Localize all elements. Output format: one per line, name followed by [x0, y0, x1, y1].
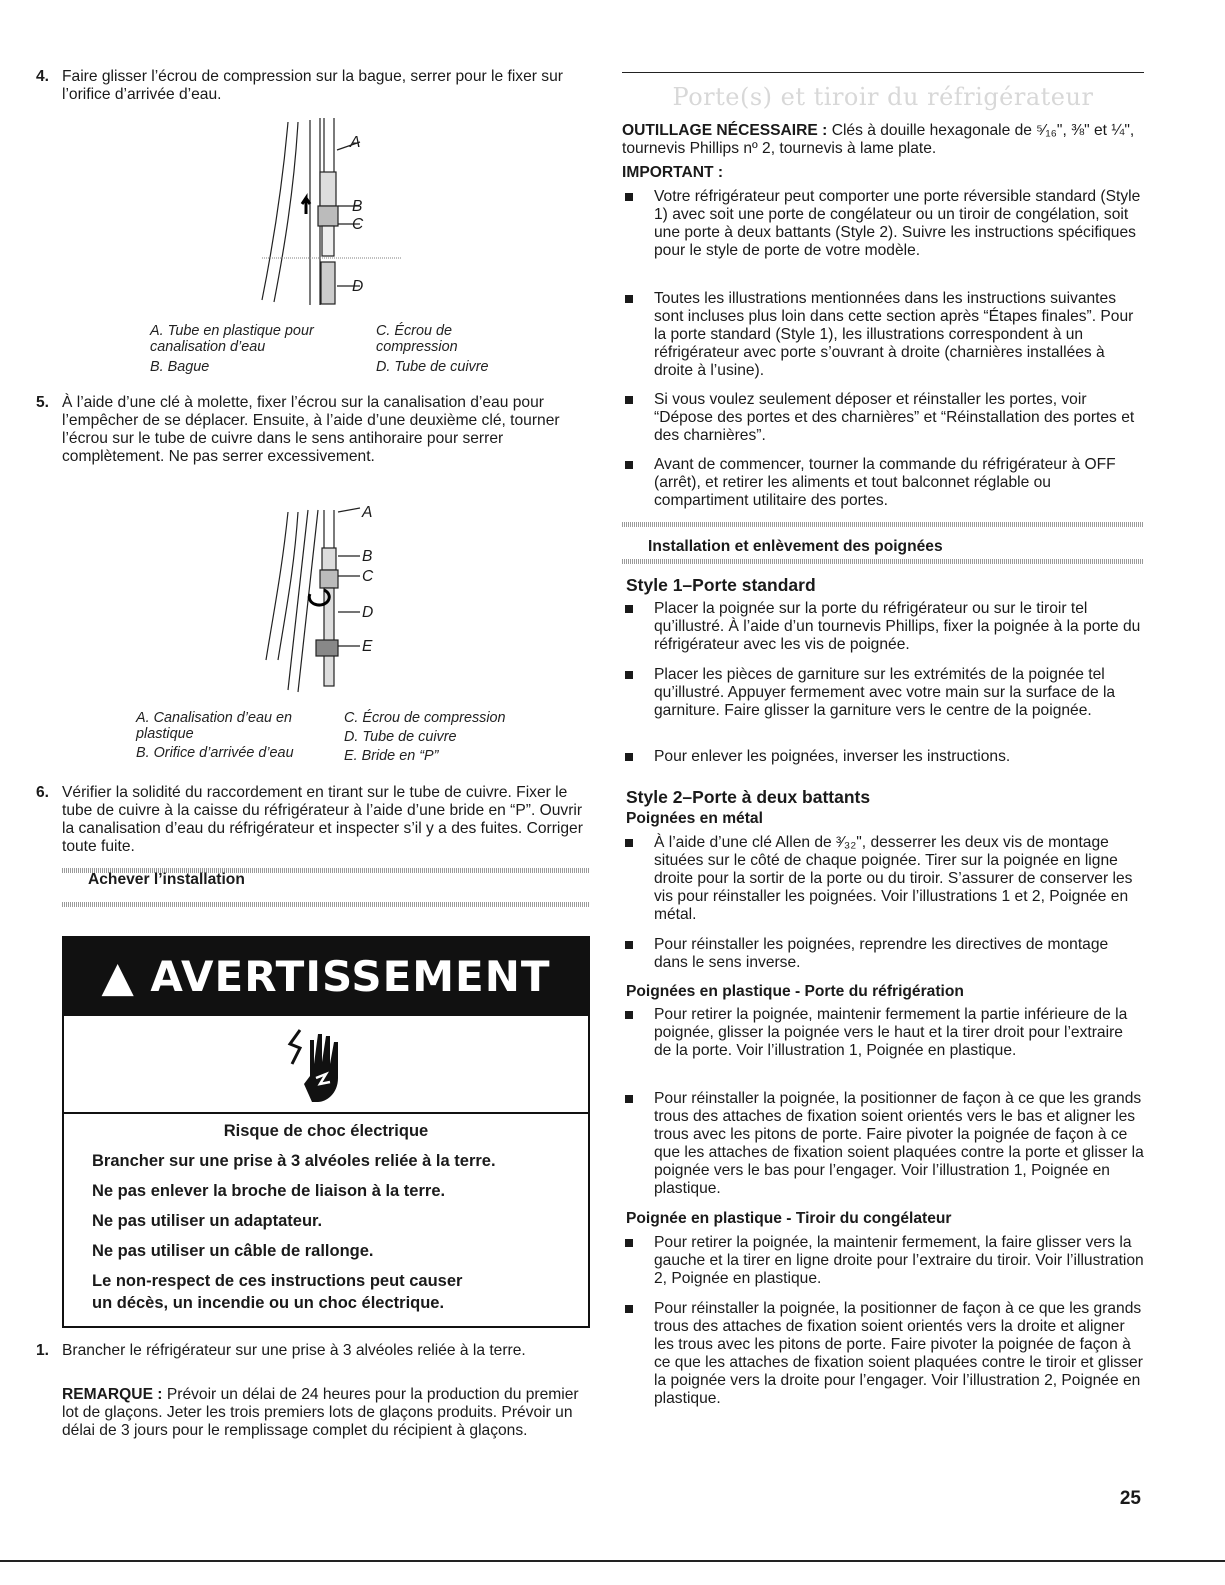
electric-shock-hand-icon — [64, 1018, 588, 1116]
plastique-tiroir-item: Pour réinstaller la poignée, la positionner de façon à ce que les grands trous des attaches de fixation soient orientés vers la droite et aligner les trous avec les pitons de porte. Faire pivoter la poignée de façon à ce que les attaches de fixation soient plaquées contre le tiroir et glisser la poignée vers la droite pour l’engager. Voir l’illustration 2, Poignée en plastique. — [654, 1300, 1143, 1407]
warning-triangle-icon: ▲ — [101, 952, 135, 1001]
warning-line-3: Ne pas utiliser un adaptateur. — [92, 1212, 323, 1230]
outillage-text: Clés à douille hexagonale de ⁵⁄₁₆", ⅜" et ¼", tournevis Phillips nº 2, tournevis à lame plate. — [622, 122, 1135, 157]
fig1-label-a: A — [350, 134, 361, 151]
fig2-label-a: A — [362, 504, 373, 521]
warning-header-text: ▲ AVERTISSEMENT — [101, 952, 551, 1001]
plastique-tiroir-heading: Poignée en plastique - Tiroir du congélateur — [626, 1210, 952, 1227]
step-6-text: Vérifier la solidité du raccordement en tirant sur le tube de cuivre. Fixer le tube de cuivre à la caisse du réfrigérateur à l’aide d’une bride en “P”. Ouvrir la canalisation d’eau du réfrigérateur et inspecter s’il y a des fuites. Corriger toute fuite. — [62, 784, 583, 855]
bottom-rule — [0, 1560, 1225, 1562]
metal-item: Pour réinstaller les poignées, reprendre les directives de montage dans le sens inverse. — [654, 936, 1144, 972]
warning-line-2: Ne pas enlever la broche de liaison à la terre. — [92, 1182, 446, 1200]
figure-2-p-clamp — [36, 0, 590, 700]
important-label: IMPORTANT : — [622, 164, 724, 181]
title-rule — [622, 72, 1144, 73]
step-5: 5. À l’aide d’une clé à molette, fixer l’écrou sur la canalisation d’eau pour l’empêcher de se déplacer. Ensuite, à l’aide d’une deuxième clé, tourner l’écrou sur le tube de cuivre dans le sens antihoraire pour serrer complètement. Ne pas serrer excessivement. — [36, 394, 560, 465]
section-divider — [62, 902, 590, 907]
style-2-heading: Style 2–Porte à deux battants — [626, 787, 871, 807]
figure-2-drawing — [36, 0, 590, 700]
fig1-legend-b: B. Bague — [150, 359, 210, 375]
outillage-label: OUTILLAGE NÉCESSAIRE : — [622, 122, 828, 139]
warning-risk: Risque de choc électrique — [223, 1122, 429, 1140]
important-item: Toutes les illustrations mentionnées dans les instructions suivantes sont incluses plus loin dans cette section après “Étapes finales”. Pour la porte standard (Style 1), les illustrations correspondent à un réfrigérateur avec porte s’ouvrant à droite (charnières installées à droite à l’usine). — [654, 290, 1144, 380]
plastique-porte-heading: Poignées en plastique - Porte du réfrigération — [626, 983, 964, 1000]
warning-divider — [64, 1112, 588, 1114]
important-item: Si vous voulez seulement déposer et réinstaller les portes, voir “Dépose des portes et des charnières” et “Réinstallation des portes et des charnières”. — [654, 391, 1144, 445]
fig2-legend-a: A. Canalisation d’eau en plastique — [136, 710, 293, 742]
warning-line-4: Ne pas utiliser un câble de rallonge. — [92, 1242, 374, 1260]
step-6: 6. Vérifier la solidité du raccordement en tirant sur le tube de cuivre. Fixer le tube de cuivre à la caisse du réfrigérateur à l’aide d’une bride en “P”. Ouvrir la canalisation d’eau du réfrigérateur et inspecter s’il y a des fuites. Corriger toute fuite. — [36, 784, 583, 855]
warning-box — [62, 936, 590, 1328]
plastique-tiroir-item: Pour retirer la poignée, la maintenir fermement, la faire glisser vers la gauche et la tirer en ligne droite pour l’extraire du tiroir. Voir l’illustration 2, Poignée en plastique. — [654, 1234, 1144, 1287]
page-number: 25 — [1119, 1488, 1141, 1509]
metal-heading: Poignées en métal — [626, 810, 763, 827]
page-title: Porte(s) et tiroir du réfrigérateur — [672, 83, 1094, 111]
outillage — [622, 122, 1144, 158]
important-item: Votre réfrigérateur peut comporter une porte réversible standard (Style 1) avec soit une porte de congélateur ou un tiroir de congélation, soit une porte à deux battants (Style 2). Suivre les instructions spécifiques pour le style de porte de votre modèle. — [654, 188, 1144, 260]
fig2-label-e: E — [362, 638, 373, 655]
section-divider — [622, 559, 1144, 564]
fig2-legend-c: C. Écrou de compression — [344, 710, 506, 726]
fig1-label-c: C — [352, 216, 364, 233]
metal-item: À l’aide d’une clé Allen de ³⁄₃₂", desserrer les deux vis de montage situées sur le côté de chaque poignée. Tirer sur la poignée en ligne droite pour la sortir de la porte ou du tiroir. S’assurer de conserver les vis pour réinstaller les poignées. Voir l’illustrations 1 et 2, Poignée en métal. — [654, 834, 1144, 924]
section-achever — [62, 862, 590, 908]
warning-line-1: Brancher sur une prise à 3 alvéoles reliée à la terre. — [92, 1152, 496, 1170]
fig2-legend-b: B. Orifice d’arrivée d’eau — [136, 745, 294, 761]
warning-header — [64, 938, 588, 1016]
remarque-label: REMARQUE : — [62, 1386, 163, 1403]
fig1-label-b: B — [352, 198, 363, 215]
step-5-text: À l’aide d’une clé à molette, fixer l’écrou sur la canalisation d’eau pour l’empêcher de se déplacer. Ensuite, à l’aide d’une deuxième clé, tourner l’écrou sur le tube de cuivre dans le sens antihoraire pour serrer complètement. Ne pas serrer excessivement. — [62, 394, 560, 465]
fig2-label-c: C — [362, 568, 374, 585]
style-1-item: Placer les pièces de garniture sur les extrémités de la poignée tel qu’illustré. Appuyer fermement avec votre main sur la surface de la garniture. Faire glisser la garniture vers le centre de la poignée. — [654, 666, 1144, 720]
section-divider — [622, 522, 1144, 527]
step-4-text: Faire glisser l’écrou de compression sur la bague, serrer pour le fixer sur l’orifice d’arrivée d’eau. — [62, 68, 563, 103]
remarque-text: Prévoir un délai de 24 heures pour la production du premier lot de glaçons. Jeter les trois premiers lots de glaçons produits. Prévoir un délai de 3 jours pour le remplissage complet du récipient à glaçons. — [62, 1386, 579, 1439]
fig2-label-d: D — [362, 604, 374, 621]
fig1-legend-a: A. Tube en plastique pour canalisation d’eau — [150, 323, 314, 355]
style-1-heading: Style 1–Porte standard — [626, 575, 816, 595]
step-1-text: Brancher le réfrigérateur sur une prise à 3 alvéoles reliée à la terre. — [62, 1342, 526, 1359]
warning-line-5a: Le non-respect de ces instructions peut causer — [92, 1272, 463, 1290]
fig2-legend-e: E. Bride en “P” — [344, 748, 439, 764]
plastique-porte-item: Pour retirer la poignée, maintenir fermement la partie inférieure de la poignée, glisser la poignée vers le haut et la tirer droit pour l’extraire de la porte. Voir l’illustration 1, Poignée en plastique. — [654, 1006, 1144, 1060]
fig2-legend-d: D. Tube de cuivre — [344, 729, 457, 745]
fig1-legend-c: C. Écrou de compression — [376, 323, 458, 355]
fig1-legend-d: D. Tube de cuivre — [376, 359, 489, 375]
step-4: 4. Faire glisser l’écrou de compression sur la bague, serrer pour le fixer sur l’orifice d’arrivée d’eau. — [36, 68, 563, 103]
section-poignees — [622, 518, 1144, 564]
warning-line-5b: un décès, un incendie ou un choc électrique. — [92, 1294, 445, 1312]
style-1-item: Pour enlever les poignées, inverser les instructions. — [654, 748, 1144, 766]
style-1-item: Placer la poignée sur la porte du réfrigérateur ou sur le tiroir tel qu’illustré. À l’aide d’un tournevis Phillips, fixer la poignée à la porte du réfrigérateur avec les vis de poignée. — [654, 600, 1144, 654]
fig1-label-d: D — [352, 278, 364, 295]
plastique-porte-item: Pour réinstaller la poignée, la positionner de façon à ce que les grands trous des attaches de fixation soient orientés vers le bas et aligner les trous avec les pitons de porte. Faire pivoter la poignée de façon à ce que les attaches de fixation soient plaquées contre la porte et glisser la poignée vers le bas pour l’engager. Voir l’illustration 1, Poignée en plastique. — [654, 1090, 1144, 1197]
section-title: Installation et enlèvement des poignées — [648, 538, 943, 555]
step-1: 1. Brancher le réfrigérateur sur une prise à 3 alvéoles reliée à la terre. — [36, 1342, 526, 1359]
fig2-label-b: B — [362, 548, 373, 565]
remarque — [62, 1386, 590, 1440]
important-item: Avant de commencer, tourner la commande du réfrigérateur à OFF (arrêt), et retirer les aliments et tout balconnet réglable ou compartiment utilitaire des portes. — [654, 456, 1144, 510]
section-title: Achever l’installation — [88, 871, 245, 888]
